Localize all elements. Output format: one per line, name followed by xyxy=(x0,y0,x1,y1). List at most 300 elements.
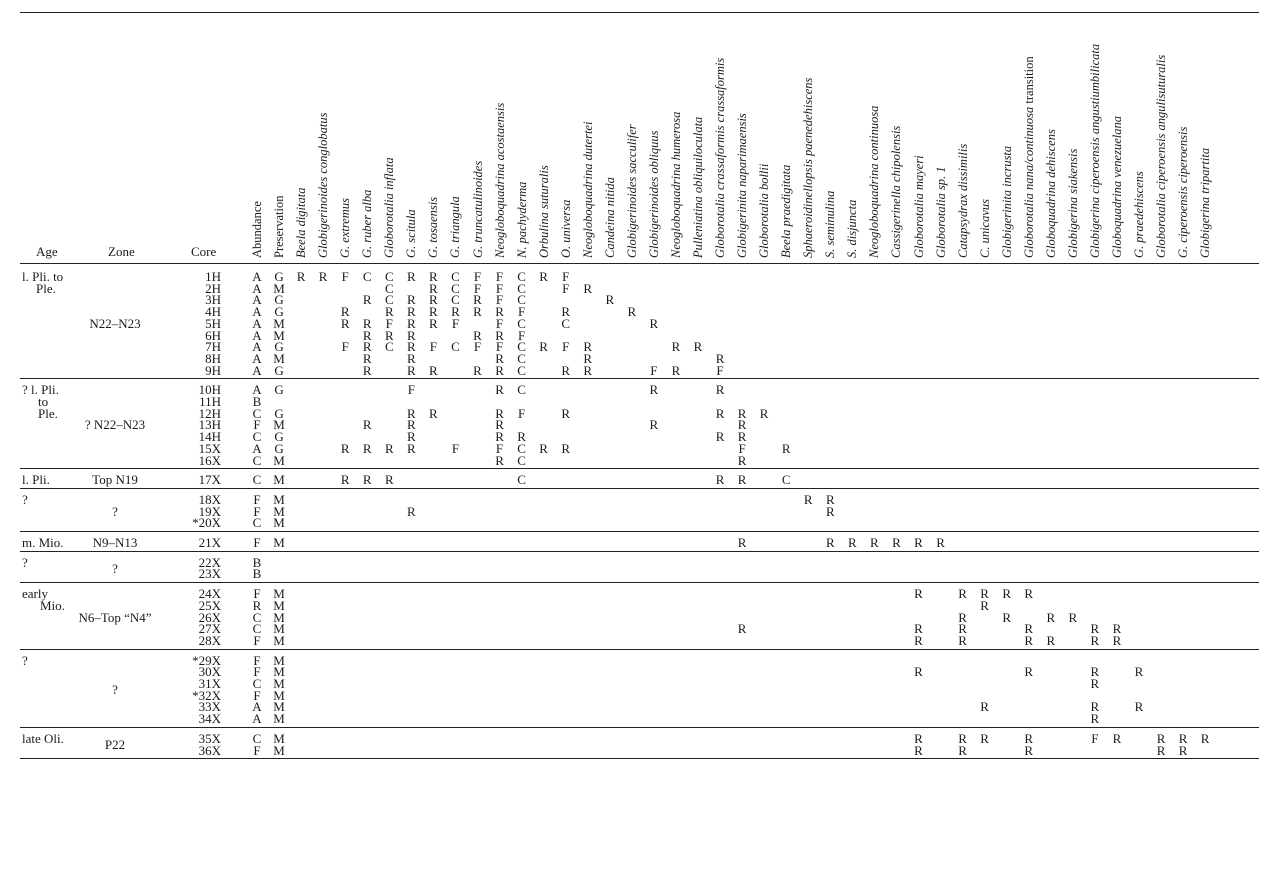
core-id: 33X xyxy=(198,699,221,715)
abundance-value: C xyxy=(252,405,262,421)
preservation-value: M xyxy=(273,472,285,488)
group-separator xyxy=(20,649,1259,650)
column-header xyxy=(757,164,772,258)
occurrence-mark: R xyxy=(737,621,747,637)
age-label: ? xyxy=(22,491,28,507)
column-header xyxy=(801,78,816,258)
occurrence-mark: R xyxy=(1024,632,1034,648)
abundance-value: A xyxy=(252,327,262,343)
occurrence-mark: R xyxy=(1024,586,1034,602)
preservation-value: M xyxy=(273,632,285,648)
occurrence-mark: R xyxy=(1024,621,1034,637)
column-header xyxy=(537,165,552,258)
column-header-label: Globigerinita incrusta xyxy=(999,145,1014,258)
occurrence-mark: R xyxy=(495,327,504,343)
abundance-value: F xyxy=(253,632,261,648)
occurrence-mark: F xyxy=(495,315,504,331)
preservation-value: M xyxy=(273,687,285,703)
occurrence-mark: R xyxy=(495,417,504,433)
core-id: 23X xyxy=(198,566,221,582)
column-header-label: Globigerinita naparimaensis xyxy=(735,113,750,258)
column-header-label: Globorotalia inflata xyxy=(382,157,397,258)
occurrence-mark: R xyxy=(362,417,372,433)
preservation-value: M xyxy=(273,417,285,433)
occurrence-mark: R xyxy=(429,280,438,296)
occurrence-mark: C xyxy=(362,269,372,284)
column-header xyxy=(426,197,441,258)
occurrence-mark: R xyxy=(715,405,725,421)
occurrence-mark: F xyxy=(407,382,415,398)
column-header-label: G. ciperoensis ciperoensis xyxy=(1176,126,1191,258)
occurrence-mark: R xyxy=(495,452,504,468)
occurrence-mark: R xyxy=(1024,742,1034,758)
column-header-label: Globorotalia ciperoensis angulisuturalis xyxy=(1154,54,1169,258)
column-header-label: Catapsydrax dissimilis xyxy=(955,143,970,258)
column-header xyxy=(515,182,530,258)
occurrence-mark: R xyxy=(1024,730,1034,746)
abundance-value: A xyxy=(252,269,262,284)
occurrence-mark: C xyxy=(451,292,460,308)
occurrence-mark: R xyxy=(1134,664,1144,680)
occurrence-mark: R xyxy=(429,304,438,320)
occurrence-mark: R xyxy=(671,339,681,355)
occurrence-mark: R xyxy=(407,350,416,366)
occurrence-mark: C xyxy=(451,339,460,355)
column-header-label: Neogloboquadrina continuosa xyxy=(867,105,882,258)
occurrence-mark: R xyxy=(407,269,416,284)
group-separator xyxy=(20,582,1259,583)
occurrence-mark: R xyxy=(914,664,923,680)
occurrence-mark: C xyxy=(517,350,526,366)
occurrence-mark: R xyxy=(1090,632,1100,648)
occurrence-mark: R xyxy=(517,429,526,445)
column-header xyxy=(471,161,486,258)
column-header-label: S. disjuncta xyxy=(845,199,860,258)
preservation-value: M xyxy=(273,515,285,531)
preservation-value: M xyxy=(273,699,285,715)
occurrence-mark: C xyxy=(384,269,394,284)
occurrence-mark: R xyxy=(407,304,416,320)
occurrence-mark: R xyxy=(561,440,571,456)
occurrence-mark: R xyxy=(914,621,923,637)
occurrence-mark: R xyxy=(362,327,372,343)
column-header xyxy=(316,113,331,258)
column-header xyxy=(1110,116,1125,258)
column-header-label: Globigerinoides obliquus xyxy=(646,130,661,258)
zone-label: P22 xyxy=(104,736,126,752)
occurrence-mark: F xyxy=(429,339,437,355)
core-id: 2H xyxy=(205,280,221,296)
abundance-value: C xyxy=(252,621,262,637)
column-header-label: Globigerina siakensis xyxy=(1065,148,1080,258)
occurrence-mark: R xyxy=(583,362,593,378)
occurrence-mark: R xyxy=(1046,609,1056,625)
column-header-label: Globorotalia mayeri xyxy=(911,155,926,258)
occurrence-mark: F xyxy=(495,292,504,308)
age-label: ? xyxy=(22,554,28,570)
column-header-label: Globigerinoides conglobatus xyxy=(316,112,331,258)
column-header-label: N. pachyderma xyxy=(514,181,529,258)
age-label: ? xyxy=(22,652,28,668)
column-header-label: Globigerina ciperoensis angustiumbilicata xyxy=(1087,43,1102,258)
occurrence-mark: R xyxy=(1002,586,1012,602)
occurrence-mark: R xyxy=(892,535,901,550)
occurrence-mark: F xyxy=(385,315,393,331)
occurrence-mark: R xyxy=(407,362,416,378)
column-header xyxy=(1044,129,1059,258)
abundance-value: A xyxy=(252,711,262,727)
preservation-value: M xyxy=(273,652,285,668)
occurrence-mark: F xyxy=(451,440,460,456)
occurrence-mark: R xyxy=(561,304,571,320)
group-separator xyxy=(20,727,1259,728)
preservation-value: M xyxy=(273,711,285,727)
occurrence-mark: R xyxy=(671,362,681,378)
occurrence-mark: R xyxy=(737,535,747,550)
preservation-value: M xyxy=(273,664,285,680)
core-id: 30X xyxy=(198,664,221,680)
header-age: Age xyxy=(36,244,58,259)
column-header-label: Orbulina suturalis xyxy=(536,165,551,258)
abundance-value: C xyxy=(252,452,262,468)
occurrence-mark: R xyxy=(495,350,504,366)
occurrence-mark: R xyxy=(958,609,967,625)
occurrence-mark: R xyxy=(914,632,923,648)
abundance-value: R xyxy=(252,597,262,613)
column-header-label: Abundance xyxy=(250,201,264,258)
column-header-label: Pulleniatina obliquiloculata xyxy=(691,116,705,258)
occurrence-mark: C xyxy=(517,440,526,456)
occurrence-mark: F xyxy=(517,405,526,421)
column-header xyxy=(404,209,419,258)
occurrence-mark: R xyxy=(429,315,438,331)
preservation-value: M xyxy=(273,350,285,366)
column-header-label: Globigerinoides sacculifer xyxy=(624,124,639,258)
core-id: 8H xyxy=(205,350,221,366)
column-header-label: Globorotalia nana/continuosa xyxy=(1021,106,1036,258)
occurrence-mark: F xyxy=(341,269,349,284)
occurrence-mark: R xyxy=(362,440,372,456)
column-header xyxy=(669,112,684,258)
column-header xyxy=(1154,55,1169,258)
age-label: l. Pli. xyxy=(22,472,50,488)
column-header xyxy=(845,200,860,258)
abundance-value: A xyxy=(252,339,262,355)
abundance-value: F xyxy=(253,503,261,519)
occurrence-mark: R xyxy=(473,327,482,343)
occurrence-mark: R xyxy=(1178,742,1188,758)
age-label: ? l. Pli. xyxy=(22,382,59,398)
occurrence-mark: R xyxy=(1200,730,1210,746)
occurrence-mark: C xyxy=(517,452,526,468)
core-id: 17X xyxy=(198,472,221,488)
header-core: Core xyxy=(191,244,217,259)
preservation-value: M xyxy=(273,609,285,625)
occurrence-mark: R xyxy=(803,491,813,507)
column-header-label: Neogloboquadrina dutertei xyxy=(580,121,595,258)
group-separator xyxy=(20,551,1259,552)
occurrence-mark: R xyxy=(407,417,416,433)
column-header-label: Globorotalia sp. 1 xyxy=(933,166,948,258)
occurrence-mark: R xyxy=(362,362,372,378)
preservation-value: G xyxy=(274,440,284,456)
occurrence-mark: F xyxy=(341,339,349,355)
occurrence-mark: R xyxy=(825,503,835,519)
group-separator xyxy=(20,488,1259,489)
preservation-value: G xyxy=(274,304,284,320)
occurrence-mark: F xyxy=(495,440,504,456)
abundance-value: B xyxy=(252,566,262,582)
occurrence-mark: C xyxy=(384,280,394,296)
occurrence-mark: R xyxy=(605,292,615,308)
occurrence-mark: R xyxy=(980,597,989,613)
column-header xyxy=(956,144,971,258)
occurrence-mark: R xyxy=(429,362,438,378)
occurrence-mark: R xyxy=(715,429,725,445)
column-header-tail: transition xyxy=(1021,56,1036,107)
occurrence-mark: R xyxy=(1156,742,1166,758)
preservation-value: G xyxy=(274,339,284,355)
occurrence-mark: R xyxy=(715,382,725,398)
occurrence-mark: R xyxy=(1068,609,1078,625)
core-id: 5H xyxy=(205,315,221,331)
abundance-value: F xyxy=(253,535,261,550)
column-header xyxy=(823,191,838,258)
column-header xyxy=(559,200,574,258)
occurrence-mark: F xyxy=(473,339,482,355)
occurrence-mark: R xyxy=(914,730,923,746)
column-header xyxy=(1022,56,1037,258)
preservation-value: M xyxy=(273,327,285,343)
occurrence-mark: C xyxy=(517,362,526,378)
column-header xyxy=(1066,149,1081,258)
occurrence-mark: R xyxy=(583,339,593,355)
occurrence-mark: C xyxy=(781,472,791,488)
column-header-label: Cassigerinella chipolensis xyxy=(889,125,904,258)
occurrence-mark: R xyxy=(495,405,504,421)
occurrence-mark: R xyxy=(429,405,438,421)
column-header xyxy=(647,131,662,258)
occurrence-mark: F xyxy=(517,327,526,343)
abundance-value: C xyxy=(252,730,262,746)
preservation-value: G xyxy=(274,382,284,398)
occurrence-mark: R xyxy=(649,315,659,331)
core-id: 12H xyxy=(198,405,221,421)
column-header xyxy=(382,157,397,258)
column-header xyxy=(934,166,949,258)
column-header xyxy=(691,117,706,258)
occurrence-mark: R xyxy=(407,429,416,445)
abundance-value: A xyxy=(252,440,262,456)
column-header xyxy=(493,103,508,258)
core-id: 35X xyxy=(198,730,221,746)
column-header xyxy=(889,126,904,258)
core-id: 18X xyxy=(198,491,221,507)
column-header-label: Globorotalia crassaformis crassaformis xyxy=(713,57,728,258)
column-header-label: Preservation xyxy=(272,195,287,258)
occurrence-mark: F xyxy=(716,362,724,378)
occurrence-mark: R xyxy=(1090,676,1100,691)
core-id: 25X xyxy=(198,597,221,613)
occurrence-mark: F xyxy=(473,269,482,284)
occurrence-mark: R xyxy=(473,362,482,378)
preservation-value: M xyxy=(273,491,285,507)
core-id: 13H xyxy=(198,417,221,433)
occurrence-mark: F xyxy=(562,269,570,284)
abundance-value: C xyxy=(252,676,262,691)
column-header xyxy=(272,196,287,258)
occurrence-mark: R xyxy=(1112,621,1122,637)
core-id: 4H xyxy=(205,304,221,320)
abundance-value: F xyxy=(253,417,261,433)
occurrence-mark: F xyxy=(451,315,460,331)
occurrence-mark: R xyxy=(1090,664,1100,680)
abundance-value: A xyxy=(252,382,262,398)
occurrence-mark: R xyxy=(914,742,923,758)
preservation-value: M xyxy=(273,586,285,602)
abundance-value: A xyxy=(252,304,262,320)
core-id: 3H xyxy=(205,292,221,308)
column-header xyxy=(625,124,640,258)
column-header-label: G. triangula xyxy=(448,196,463,258)
column-header xyxy=(912,155,927,258)
age-label: to xyxy=(38,394,49,409)
preservation-value: M xyxy=(273,730,285,746)
occurrence-mark: R xyxy=(429,292,438,308)
occurrence-mark: R xyxy=(407,440,416,456)
column-header xyxy=(448,196,463,258)
column-header xyxy=(1088,44,1103,258)
occurrence-mark: F xyxy=(738,440,746,456)
preservation-value: M xyxy=(273,621,285,637)
core-id: 31X xyxy=(198,676,221,691)
column-header-label: G. truncatulinoides xyxy=(470,160,485,258)
occurrence-mark: R xyxy=(495,304,504,320)
occurrence-mark: C xyxy=(517,382,526,398)
zone-label: N9–N13 xyxy=(92,535,138,550)
abundance-value: A xyxy=(252,292,262,308)
core-id: 1H xyxy=(205,269,221,284)
column-header-label: G. ruber alba xyxy=(360,189,375,258)
occurrence-mark: R xyxy=(451,304,460,320)
zone-label: ? xyxy=(112,503,118,519)
column-header-label: G. scitula xyxy=(404,209,419,258)
core-id: 7H xyxy=(205,339,221,355)
abundance-value: C xyxy=(252,472,262,488)
occurrence-mark: R xyxy=(781,440,791,456)
occurrence-mark: R xyxy=(362,350,372,366)
top-rule xyxy=(20,12,1259,13)
occurrence-mark: R xyxy=(384,304,394,320)
core-id: 34X xyxy=(198,711,221,727)
occurrence-mark: R xyxy=(561,362,571,378)
abundance-value: A xyxy=(252,362,262,378)
preservation-value: M xyxy=(273,452,285,468)
core-id: 11H xyxy=(199,394,221,409)
occurrence-mark: R xyxy=(473,304,482,320)
occurrence-mark: R xyxy=(384,472,394,488)
column-header-label: G. praedehiscens xyxy=(1132,171,1146,258)
core-id: 6H xyxy=(205,327,221,343)
core-id: *32X xyxy=(192,687,221,703)
occurrence-mark: R xyxy=(627,304,637,320)
occurrence-mark: C xyxy=(517,315,526,331)
column-header xyxy=(581,122,596,258)
zone-label: N6–Top “N4” xyxy=(78,609,152,625)
occurrence-mark: R xyxy=(825,491,835,507)
column-header-label: Neogloboquadrina acostaensis xyxy=(492,102,507,258)
occurrence-mark: R xyxy=(362,339,372,355)
occurrence-mark: C xyxy=(517,339,526,355)
occurrence-mark: R xyxy=(384,440,394,456)
occurrence-mark: R xyxy=(539,339,548,355)
occurrence-mark: C xyxy=(517,472,526,488)
occurrence-mark: F xyxy=(1091,730,1099,746)
occurrence-mark: R xyxy=(958,632,967,648)
occurrence-mark: R xyxy=(1090,711,1100,727)
occurrence-mark: R xyxy=(1002,609,1012,625)
preservation-value: M xyxy=(273,315,285,331)
occurrence-mark: F xyxy=(495,339,504,355)
occurrence-mark: F xyxy=(517,304,526,320)
occurrence-mark: R xyxy=(318,269,328,284)
occurrence-mark: R xyxy=(340,440,350,456)
occurrence-mark: C xyxy=(451,280,460,296)
occurrence-mark: R xyxy=(737,417,747,433)
occurrence-mark: R xyxy=(495,429,504,445)
core-id: 22X xyxy=(198,554,221,570)
group-separator xyxy=(20,378,1259,379)
zone-label: N22–N23 xyxy=(89,315,141,331)
age-label: Mio. xyxy=(40,597,65,613)
occurrence-mark: R xyxy=(407,339,416,355)
occurrence-mark: R xyxy=(958,742,967,758)
abundance-value: A xyxy=(252,699,262,715)
occurrence-mark: C xyxy=(561,315,571,331)
occurrence-mark: R xyxy=(737,452,747,468)
core-id: 14H xyxy=(198,429,221,445)
column-header-label: C. unicavus xyxy=(977,198,992,258)
occurrence-mark: R xyxy=(870,535,879,550)
occurrence-mark: C xyxy=(384,292,394,308)
occurrence-mark: R xyxy=(384,327,394,343)
abundance-value: B xyxy=(252,554,262,570)
occurrence-mark: R xyxy=(362,472,372,488)
occurrence-mark: R xyxy=(561,405,571,421)
column-header-label: Beela praedigitata xyxy=(779,164,794,258)
column-header xyxy=(735,113,750,258)
abundance-value: F xyxy=(253,652,261,668)
occurrence-mark: R xyxy=(583,280,593,296)
group-separator xyxy=(20,531,1259,532)
occurrence-mark: F xyxy=(562,339,570,355)
occurrence-mark: R xyxy=(737,429,747,445)
core-id: 36X xyxy=(198,742,221,758)
occurrence-mark: R xyxy=(1112,730,1122,746)
abundance-value: F xyxy=(253,742,261,758)
preservation-value: G xyxy=(274,269,284,284)
occurrence-mark: R xyxy=(914,586,923,602)
occurrence-mark: R xyxy=(340,315,350,331)
occurrence-mark: R xyxy=(340,472,350,488)
occurrence-mark: R xyxy=(340,304,350,320)
column-header-label: Candeina nitida xyxy=(602,177,617,258)
abundance-value: A xyxy=(252,315,262,331)
occurrence-mark: R xyxy=(649,382,659,398)
occurrence-mark: R xyxy=(296,269,306,284)
occurrence-mark: R xyxy=(1024,664,1034,680)
occurrence-mark: R xyxy=(649,417,659,433)
